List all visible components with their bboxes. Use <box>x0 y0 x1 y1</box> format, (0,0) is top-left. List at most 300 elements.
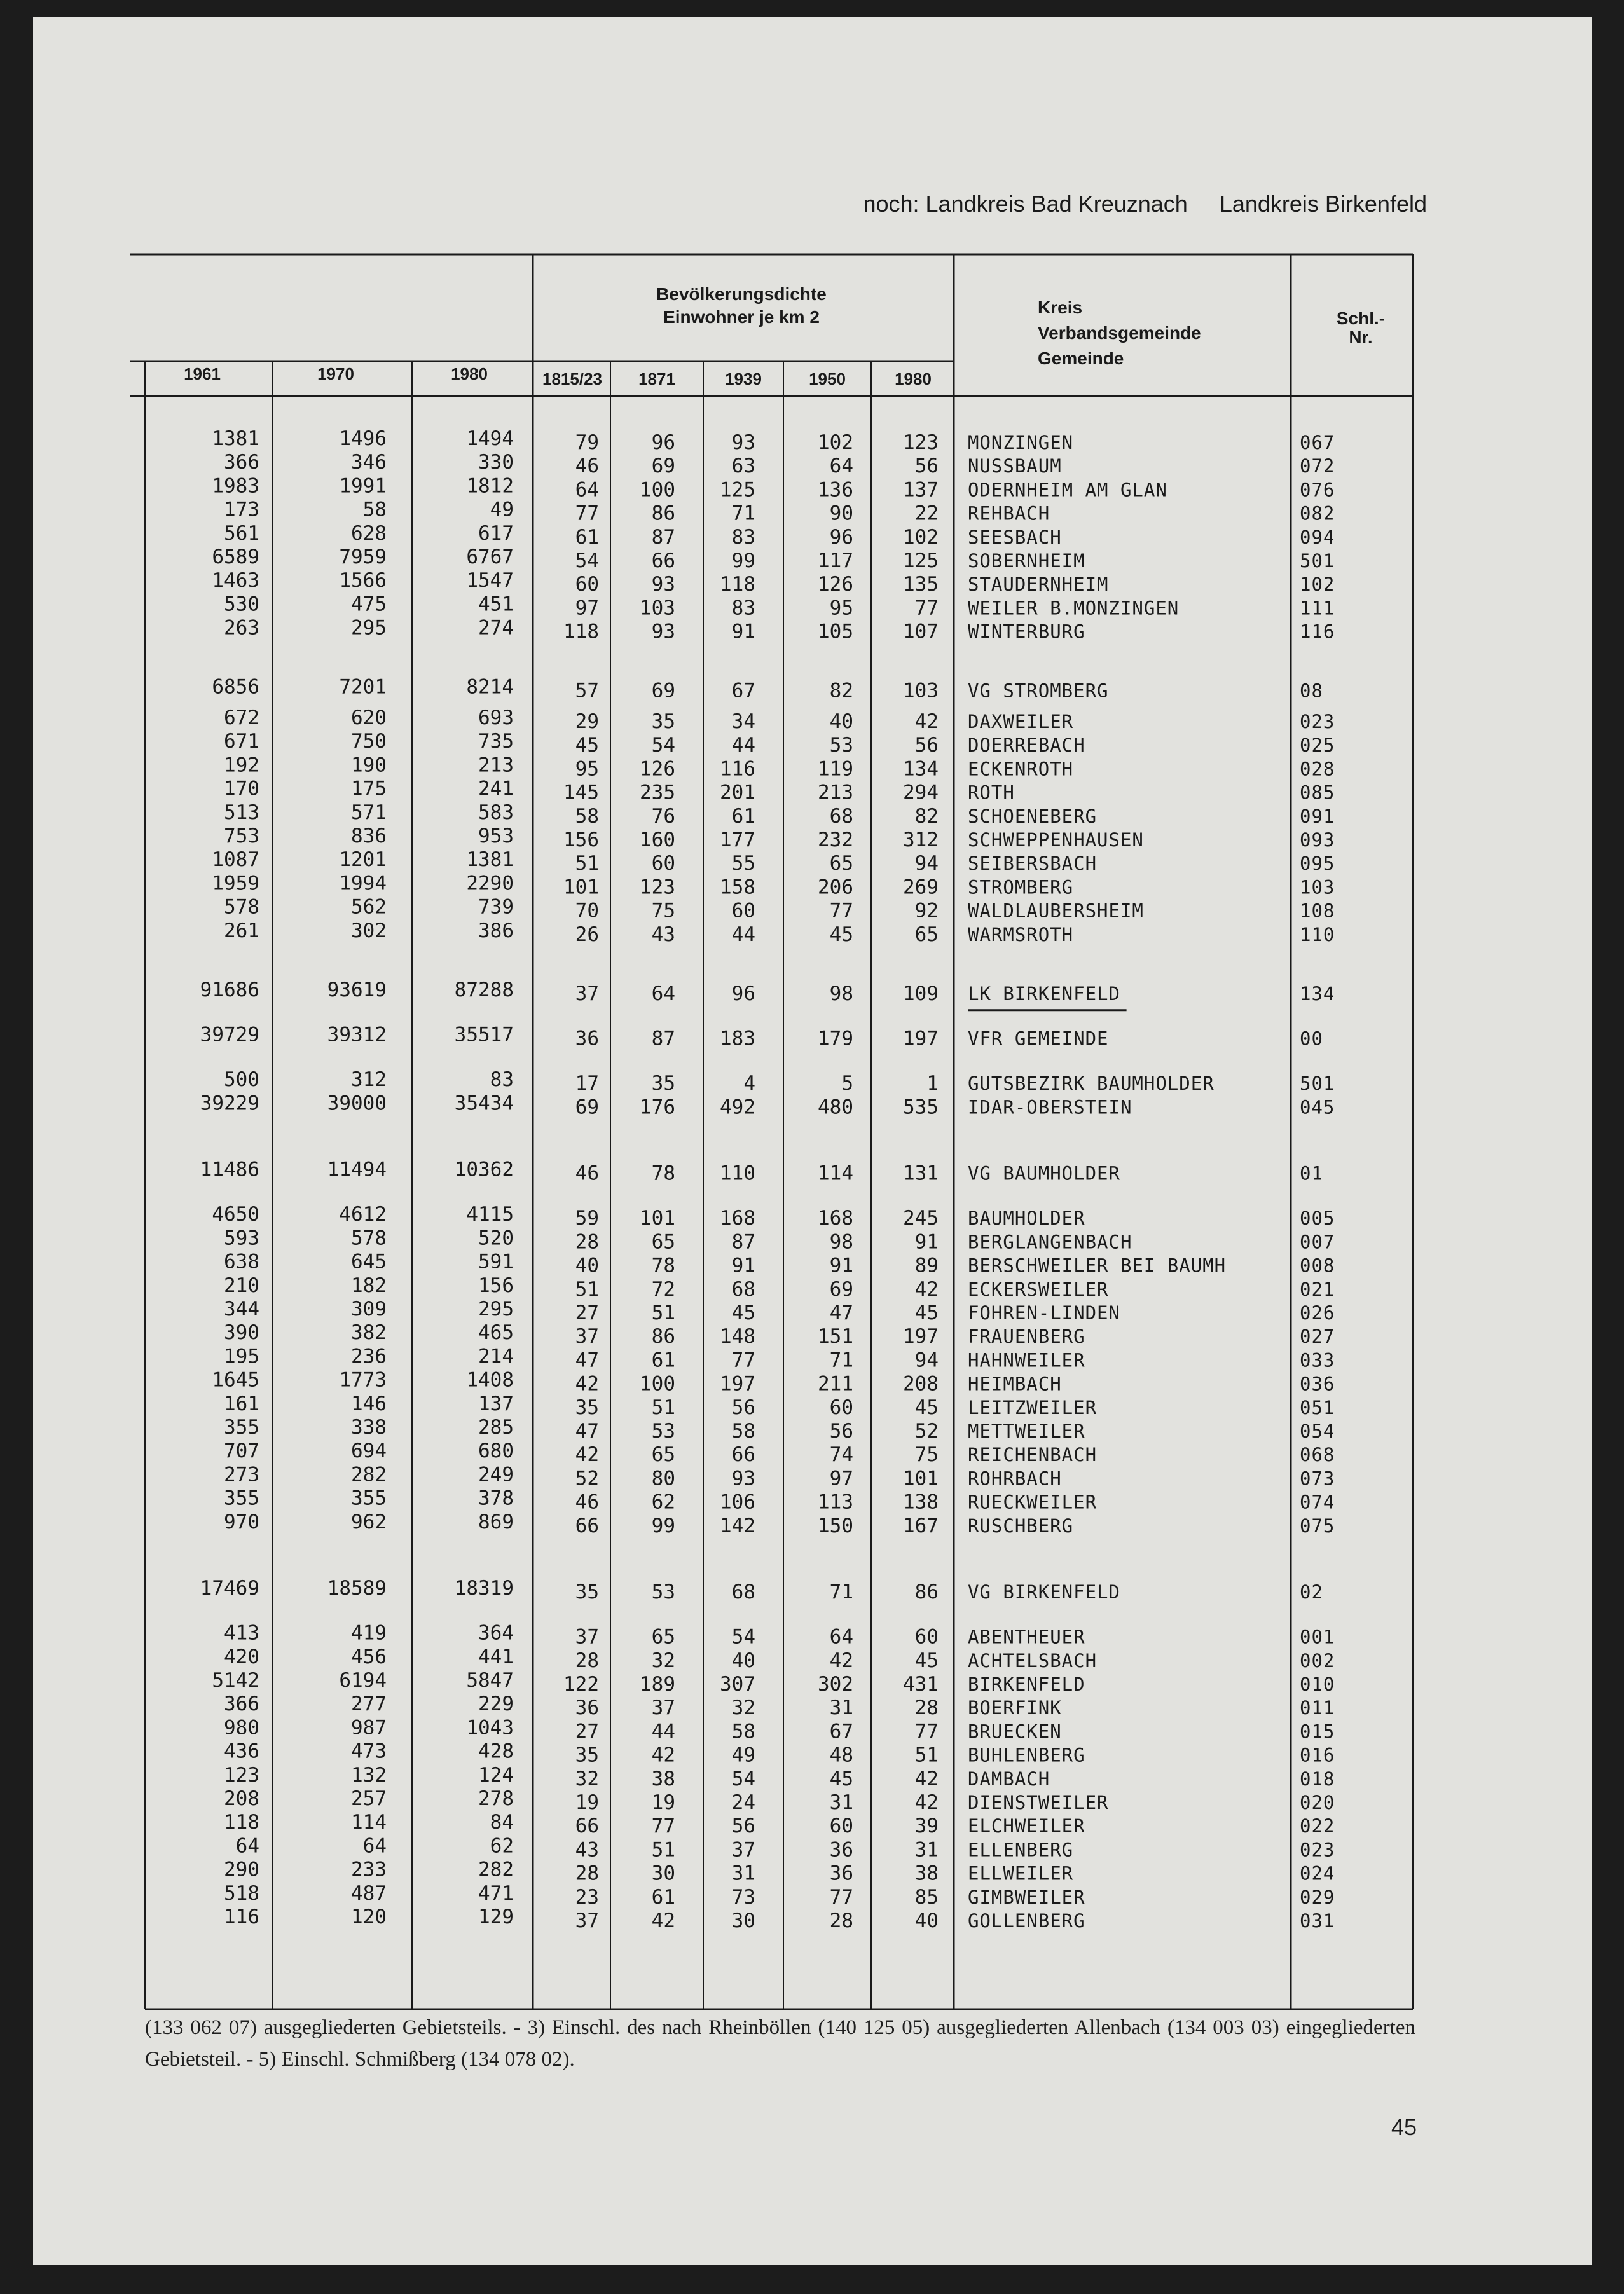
density-cell: 45 <box>914 1649 939 1672</box>
population-cell: 93619 <box>327 978 387 1001</box>
density-cell: 38 <box>651 1767 675 1790</box>
density-cell: 39 <box>914 1815 939 1838</box>
key-number: 068 <box>1300 1444 1335 1466</box>
key-number: 021 <box>1300 1278 1335 1300</box>
population-cell: 1645 <box>212 1368 259 1392</box>
municipality-name: FOHREN-LINDEN <box>968 1302 1120 1324</box>
population-cell: 116 <box>224 1906 259 1928</box>
density-cell: 60 <box>575 573 599 596</box>
key-number: 111 <box>1300 597 1335 619</box>
density-cell: 197 <box>903 1027 939 1050</box>
population-cell: 39312 <box>327 1023 387 1047</box>
density-cell: 47 <box>575 1419 599 1443</box>
density-cell: 61 <box>651 1885 675 1909</box>
density-cell: 77 <box>731 1349 755 1372</box>
density-cell: 64 <box>829 1625 853 1649</box>
kreis-header-line: Gemeinde <box>1038 348 1124 368</box>
population-cell: 236 <box>351 1345 387 1368</box>
key-number: 008 <box>1300 1254 1335 1277</box>
population-cell: 465 <box>478 1321 514 1345</box>
density-cell: 28 <box>829 1909 853 1932</box>
population-cell: 707 <box>224 1439 259 1463</box>
density-cell: 60 <box>731 899 755 923</box>
key-number: 002 <box>1300 1649 1335 1672</box>
header-right: Landkreis Birkenfeld <box>1219 191 1427 217</box>
population-cell: 91686 <box>200 978 259 1001</box>
density-cell: 60 <box>829 1396 853 1419</box>
density-cell: 77 <box>651 1815 675 1838</box>
population-cell: 290 <box>224 1858 259 1881</box>
population-cell: 1566 <box>339 569 387 593</box>
density-cell: 68 <box>731 1580 755 1604</box>
population-cell: 261 <box>224 919 259 942</box>
density-cell: 60 <box>914 1625 939 1649</box>
density-cell: 101 <box>563 876 599 899</box>
density-cell: 30 <box>651 1862 675 1885</box>
municipality-name: HEIMBACH <box>968 1373 1062 1395</box>
density-cell: 197 <box>720 1372 755 1396</box>
population-cell: 753 <box>224 824 259 848</box>
population-cell: 1496 <box>339 427 387 450</box>
table-row <box>224 1416 1335 1443</box>
key-number: 091 <box>1300 805 1335 827</box>
density-cell: 232 <box>818 828 853 851</box>
density-cell: 65 <box>651 1230 675 1254</box>
density-cell: 77 <box>575 502 599 525</box>
population-cell: 182 <box>351 1274 387 1297</box>
density-cell: 91 <box>731 1254 755 1277</box>
density-cell: 80 <box>651 1467 675 1490</box>
year-header-density-1815/23: 1815/23 <box>542 369 602 388</box>
density-cell: 137 <box>903 478 939 502</box>
table-row <box>212 676 1323 703</box>
density-cell: 28 <box>575 1862 599 1885</box>
key-number: 095 <box>1300 853 1335 875</box>
density-cell: 79 <box>575 431 599 454</box>
municipality-name: GOLLENBERG <box>968 1910 1085 1932</box>
density-cell: 32 <box>731 1696 755 1720</box>
density-cell: 4 <box>743 1072 755 1095</box>
key-number: 031 <box>1300 1910 1335 1932</box>
table-row <box>224 1693 1335 1719</box>
key-number: 134 <box>1300 982 1335 1005</box>
density-cell: 136 <box>818 478 853 502</box>
density-cell: 269 <box>903 876 939 899</box>
density-cell: 294 <box>903 781 939 804</box>
population-cell: 355 <box>224 1487 259 1510</box>
population-cell: 64 <box>235 1834 259 1858</box>
density-cell: 107 <box>903 620 939 643</box>
key-number: 072 <box>1300 455 1335 477</box>
density-cell: 36 <box>829 1838 853 1862</box>
density-cell: 135 <box>903 573 939 596</box>
density-cell: 56 <box>731 1815 755 1838</box>
key-number: 501 <box>1300 550 1335 572</box>
density-cell: 42 <box>829 1649 853 1672</box>
density-cell: 32 <box>575 1767 599 1790</box>
key-number: 075 <box>1300 1514 1335 1537</box>
density-cell: 68 <box>731 1277 755 1301</box>
municipality-name: DAXWEILER <box>968 710 1074 732</box>
population-cell: 617 <box>478 521 514 545</box>
population-cell: 520 <box>478 1226 514 1250</box>
municipality-name: SCHWEPPENHAUSEN <box>968 828 1144 851</box>
population-cell: 277 <box>351 1693 387 1716</box>
year-header-density-1871: 1871 <box>638 369 675 388</box>
density-cell: 71 <box>731 502 755 525</box>
density-cell: 98 <box>829 982 853 1005</box>
municipality-name: FRAUENBERG <box>968 1326 1085 1348</box>
population-cell: 175 <box>351 777 387 800</box>
density-cell: 42 <box>914 1767 939 1790</box>
density-cell: 28 <box>575 1649 599 1672</box>
population-cell: 473 <box>351 1740 387 1763</box>
population-cell: 571 <box>351 800 387 824</box>
population-cell: 355 <box>224 1415 259 1439</box>
population-cell: 1547 <box>466 569 514 593</box>
population-cell: 471 <box>478 1881 514 1905</box>
population-cell: 10362 <box>454 1158 514 1181</box>
density-cell: 235 <box>640 781 675 804</box>
population-cell: 123 <box>224 1763 259 1787</box>
key-number: 08 <box>1300 680 1323 702</box>
population-cell: 436 <box>224 1740 259 1763</box>
population-cell: 562 <box>351 895 387 919</box>
population-cell: 451 <box>478 593 514 616</box>
table-row <box>200 1092 1335 1118</box>
density-cell: 77 <box>914 596 939 620</box>
density-cell: 213 <box>818 781 853 804</box>
density-cell: 58 <box>731 1419 755 1443</box>
density-cell: 156 <box>563 828 599 851</box>
population-cell: 366 <box>224 451 259 474</box>
key-number: 103 <box>1300 876 1335 898</box>
year-header-pop-1970: 1970 <box>317 364 354 383</box>
population-cell: 355 <box>351 1487 387 1510</box>
density-cell: 32 <box>651 1649 675 1672</box>
kreis-header-line: Verbandsgemeinde <box>1038 323 1201 343</box>
population-cell: 1959 <box>212 872 259 895</box>
density-cell: 66 <box>575 1514 599 1537</box>
key-number: 501 <box>1300 1073 1335 1095</box>
municipality-name: BUHLENBERG <box>968 1744 1085 1766</box>
density-cell: 105 <box>818 620 853 643</box>
density-cell: 89 <box>914 1254 939 1277</box>
key-number: 110 <box>1300 923 1335 945</box>
population-cell: 170 <box>224 777 259 800</box>
population-cell: 208 <box>224 1787 259 1810</box>
table-row <box>224 593 1335 619</box>
population-cell: 364 <box>478 1621 514 1645</box>
density-cell: 189 <box>640 1673 675 1696</box>
population-cell: 419 <box>351 1621 387 1645</box>
density-cell: 97 <box>829 1467 853 1490</box>
municipality-name: BRUECKEN <box>968 1721 1062 1743</box>
density-cell: 42 <box>575 1443 599 1467</box>
density-cell: 71 <box>829 1580 853 1604</box>
population-cell: 1381 <box>466 848 514 872</box>
density-cell: 123 <box>640 876 675 899</box>
municipality-name: BIRKENFELD <box>968 1673 1085 1695</box>
population-cell: 591 <box>478 1250 514 1274</box>
density-cell: 101 <box>903 1467 939 1490</box>
density-cell: 95 <box>575 757 599 781</box>
density-cell: 94 <box>914 852 939 876</box>
table-row <box>224 1345 1335 1371</box>
municipality-name: WEILER B.MONZINGEN <box>968 597 1180 619</box>
density-cell: 42 <box>575 1372 599 1396</box>
population-cell: 173 <box>224 498 259 521</box>
population-cell: 413 <box>224 1621 259 1645</box>
population-cell: 671 <box>224 730 259 753</box>
density-cell: 61 <box>651 1349 675 1372</box>
density-cell: 26 <box>575 923 599 946</box>
table-row <box>224 1439 1335 1466</box>
density-cell: 40 <box>829 710 853 733</box>
population-cell: 475 <box>351 593 387 616</box>
municipality-name: DAMBACH <box>968 1768 1050 1790</box>
density-cell: 93 <box>651 573 675 596</box>
population-cell: 229 <box>478 1693 514 1716</box>
table-row <box>224 778 1335 804</box>
table-row <box>212 872 1335 898</box>
density-cell: 201 <box>720 781 755 804</box>
density-cell: 183 <box>720 1027 755 1050</box>
density-cell: 47 <box>575 1349 599 1372</box>
density-cell: 42 <box>651 1909 675 1932</box>
density-cell: 74 <box>829 1443 853 1467</box>
density-cell: 37 <box>731 1838 755 1862</box>
density-cell: 35 <box>575 1396 599 1419</box>
population-cell: 346 <box>351 451 387 474</box>
key-number: 102 <box>1300 574 1335 596</box>
density-cell: 168 <box>818 1207 853 1230</box>
density-cell: 69 <box>651 455 675 478</box>
population-cell: 18319 <box>454 1576 514 1600</box>
density-cell: 109 <box>903 982 939 1005</box>
population-cell: 39000 <box>327 1092 387 1115</box>
municipality-name: ODERNHEIM AM GLAN <box>968 479 1167 501</box>
density-cell: 53 <box>651 1580 675 1604</box>
table-row <box>224 1463 1335 1490</box>
table-row <box>224 451 1335 477</box>
density-cell: 54 <box>731 1767 755 1790</box>
density-cell: 54 <box>731 1625 755 1649</box>
key-number: 010 <box>1300 1673 1335 1695</box>
key-number: 027 <box>1300 1326 1335 1348</box>
population-cell: 35434 <box>454 1092 514 1115</box>
table-row <box>224 1226 1335 1253</box>
population-cell: 84 <box>490 1811 514 1834</box>
density-cell: 77 <box>829 899 853 923</box>
density-cell: 19 <box>651 1791 675 1814</box>
population-cell: 64 <box>362 1834 387 1858</box>
table-row <box>224 801 1335 828</box>
density-cell: 56 <box>829 1419 853 1443</box>
population-cell: 39229 <box>200 1092 259 1115</box>
municipality-name: VG STROMBERG <box>968 680 1109 702</box>
density-cell: 66 <box>731 1443 755 1467</box>
density-cell: 167 <box>903 1514 939 1537</box>
density-cell: 54 <box>575 549 599 572</box>
key-number: 054 <box>1300 1420 1335 1442</box>
density-cell: 160 <box>640 828 675 851</box>
density-cell: 37 <box>575 1625 599 1649</box>
density-cell: 94 <box>914 1349 939 1372</box>
density-cell: 158 <box>720 876 755 899</box>
population-cell: 1408 <box>466 1368 514 1392</box>
density-cell: 28 <box>575 1230 599 1254</box>
key-number: 005 <box>1300 1207 1335 1230</box>
population-cell: 1087 <box>212 848 259 872</box>
key-number: 028 <box>1300 758 1335 780</box>
table-row <box>224 1392 1335 1419</box>
density-cell: 27 <box>575 1301 599 1324</box>
key-number: 011 <box>1300 1697 1335 1719</box>
density-cell: 37 <box>575 982 599 1005</box>
municipality-name: HAHNWEILER <box>968 1349 1085 1371</box>
density-cell: 86 <box>914 1580 939 1604</box>
density-cell: 91 <box>914 1230 939 1254</box>
municipality-name: BERSCHWEILER BEI BAUMH <box>968 1254 1227 1277</box>
population-cell: 132 <box>351 1763 387 1787</box>
population-cell: 694 <box>351 1439 387 1463</box>
population-cell: 192 <box>224 753 259 777</box>
density-header-line1: Bevölkerungsdichte <box>656 284 827 304</box>
population-cell: 302 <box>351 919 387 942</box>
density-cell: 93 <box>731 1467 755 1490</box>
table-row <box>224 1764 1335 1790</box>
density-cell: 57 <box>575 679 599 703</box>
density-cell: 208 <box>903 1372 939 1396</box>
density-cell: 46 <box>575 1490 599 1514</box>
density-cell: 69 <box>829 1277 853 1301</box>
population-cell: 190 <box>351 753 387 777</box>
municipality-name: METTWEILER <box>968 1420 1085 1442</box>
table-row <box>224 617 1335 643</box>
population-cell: 6194 <box>339 1669 387 1692</box>
population-cell: 962 <box>351 1510 387 1534</box>
table-row <box>224 1716 1335 1743</box>
population-cell: 1812 <box>466 474 514 498</box>
density-cell: 92 <box>914 899 939 923</box>
municipality-name: BERGLANGENBACH <box>968 1231 1132 1253</box>
population-cell: 518 <box>224 1881 259 1905</box>
key-number: 025 <box>1300 734 1335 757</box>
density-cell: 35 <box>651 1072 675 1095</box>
population-cell: 39729 <box>200 1023 259 1047</box>
population-cell: 210 <box>224 1274 259 1297</box>
key-number: 051 <box>1300 1396 1335 1418</box>
municipality-name: ECKERSWEILER <box>968 1278 1109 1300</box>
density-cell: 24 <box>731 1791 755 1814</box>
table-row <box>224 730 1335 757</box>
table-row <box>200 1577 1323 1604</box>
table-row <box>224 1906 1335 1932</box>
density-cell: 53 <box>829 734 853 757</box>
density-cell: 66 <box>575 1815 599 1838</box>
year-header-density-1980: 1980 <box>895 369 932 388</box>
population-cell: 49 <box>490 498 514 521</box>
municipality-name: ELCHWEILER <box>968 1815 1085 1837</box>
population-cell: 5142 <box>212 1669 259 1692</box>
population-cell: 87288 <box>454 978 514 1001</box>
population-cell: 273 <box>224 1463 259 1487</box>
key-number: 074 <box>1300 1491 1335 1513</box>
density-cell: 98 <box>829 1230 853 1254</box>
population-cell: 836 <box>351 824 387 848</box>
density-cell: 480 <box>818 1095 853 1119</box>
key-number: 108 <box>1300 900 1335 922</box>
density-cell: 60 <box>829 1815 853 1838</box>
table-row <box>224 1740 1335 1767</box>
density-cell: 35 <box>575 1580 599 1604</box>
density-cell: 34 <box>731 710 755 733</box>
municipality-name: SCHOENEBERG <box>968 805 1098 827</box>
density-cell: 75 <box>651 899 675 923</box>
key-number: 018 <box>1300 1768 1335 1790</box>
density-cell: 83 <box>731 596 755 620</box>
density-cell: 22 <box>914 502 939 525</box>
table-row <box>236 1834 1335 1861</box>
population-cell: 83 <box>490 1068 514 1092</box>
population-cell: 1773 <box>339 1368 387 1392</box>
density-cell: 56 <box>914 734 939 757</box>
table-row <box>212 427 1335 454</box>
population-cell: 583 <box>478 800 514 824</box>
population-cell: 18589 <box>327 1576 387 1600</box>
population-cell: 530 <box>224 593 259 616</box>
table-row <box>224 919 1335 946</box>
density-cell: 31 <box>829 1696 853 1720</box>
density-cell: 245 <box>903 1207 939 1230</box>
population-cell: 672 <box>224 706 259 729</box>
density-cell: 118 <box>563 620 599 643</box>
density-cell: 99 <box>651 1514 675 1537</box>
density-cell: 117 <box>818 549 853 572</box>
population-cell: 233 <box>351 1858 387 1881</box>
population-cell: 263 <box>224 616 259 640</box>
density-cell: 95 <box>829 596 853 620</box>
table-row <box>200 1158 1323 1185</box>
key-number: 02 <box>1300 1581 1323 1603</box>
population-cell: 645 <box>351 1250 387 1274</box>
population-cell: 161 <box>224 1392 259 1415</box>
population-cell: 561 <box>224 521 259 545</box>
municipality-name: ROHRBACH <box>968 1467 1062 1490</box>
density-cell: 71 <box>829 1349 853 1372</box>
density-header-line2: Einwohner je km 2 <box>663 307 820 327</box>
population-cell: 17469 <box>200 1576 259 1600</box>
population-cell: 62 <box>490 1834 514 1858</box>
density-cell: 65 <box>651 1443 675 1467</box>
table-row <box>224 1511 1335 1537</box>
density-cell: 31 <box>731 1862 755 1885</box>
density-cell: 45 <box>829 1767 853 1790</box>
municipality-name: IDAR-OBERSTEIN <box>968 1096 1132 1118</box>
municipality-name: SOBERNHEIM <box>968 550 1085 572</box>
density-cell: 51 <box>651 1838 675 1862</box>
population-cell: 8214 <box>466 675 514 699</box>
population-cell: 428 <box>478 1740 514 1763</box>
population-cell: 628 <box>351 521 387 545</box>
municipality-name: REICHENBACH <box>968 1444 1098 1466</box>
municipality-name: REHBACH <box>968 502 1050 525</box>
density-cell: 35 <box>575 1743 599 1767</box>
key-number: 093 <box>1300 828 1335 851</box>
population-cell: 4612 <box>339 1203 387 1226</box>
density-cell: 102 <box>818 431 853 454</box>
